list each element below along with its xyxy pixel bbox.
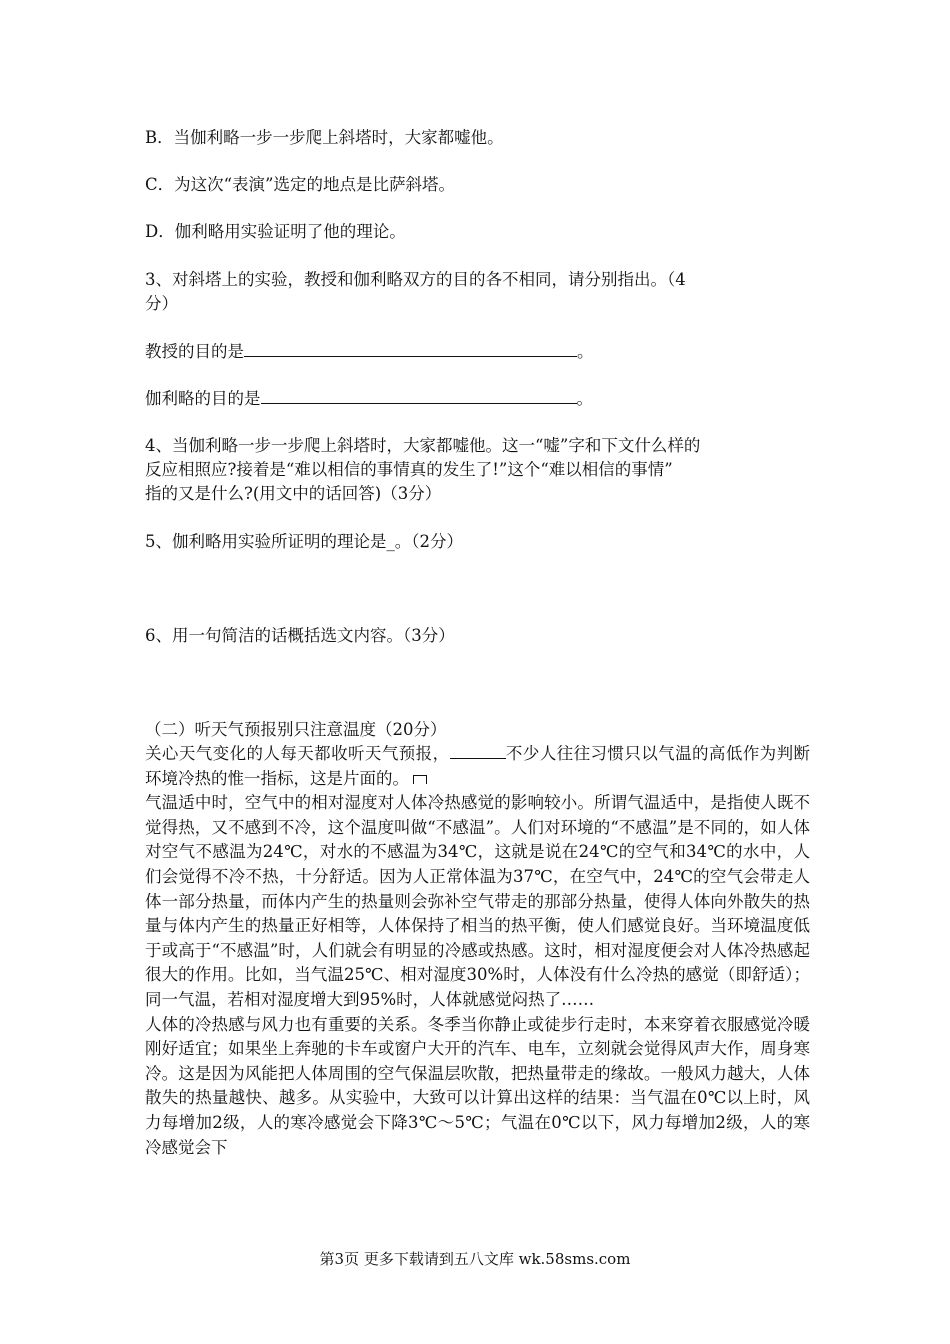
professor-purpose-period: 。 bbox=[577, 342, 594, 361]
option-c: C．为这次“表演”选定的地点是比萨斜塔。 bbox=[145, 175, 455, 194]
passage-intro-part-2: 不少人往往习惯只以气温的高低作为判断环境冷热的惟一指标，这是片面的。 bbox=[145, 744, 811, 788]
galileo-purpose-label: 伽利略的目的是 bbox=[145, 389, 261, 408]
professor-purpose-blank[interactable] bbox=[244, 340, 577, 357]
option-d: D．伽利略用实验证明了他的理论。 bbox=[145, 222, 406, 241]
professor-purpose-row bbox=[145, 340, 594, 364]
question-4-line-2: 反应相照应?接着是“难以相信的事情真的发生了!”这个“难以相信的事情” bbox=[145, 460, 673, 479]
bracket-mark-icon bbox=[413, 775, 427, 784]
galileo-purpose-row bbox=[145, 387, 593, 411]
page-footer: 第3页 更多下载请到五八文库 wk.58sms.com bbox=[319, 1250, 631, 1268]
passage-paragraph-2: 人体的冷热感与风力也有重要的关系。冬季当你静止或徒步行走时，本来穿着衣服感觉冷暖刚好适宜；如果坐上奔驰的卡车或窗户大开的汽车、电车，立刻就会觉得风声大作，周身寒冷。这是因为风能把人体周围的空气保温层吹散，把热量带走的缘故。一般风力越大，人体散失的热量越快、越多。从实验中，大致可以计算出这样的结果：当气温在0℃以上时，风力每增加2级，人的寒冷感觉会下降3℃～5℃；气温在0℃以下，风力每增加2级，人的寒冷感觉会下 bbox=[145, 1014, 810, 1157]
passage-paragraph-1: 气温适中时，空气中的相对湿度对人体冷热感觉的影响较小。所谓气温适中，是指使人既不觉得热，又不感到不冷，这个温度叫做“不感温”。人们对环境的“不感温”是不同的，如人体对空气不感温为24℃，对水的不感温为34℃，这就是说在24℃的空气和34℃的水中，人们会觉得不冷不热，十分舒适。因为人正常体温为37℃，在空气中，24℃的空气会带走人体一部分热量，而体内产生的热量则会弥补空气带走的那部分热量，使得人体向外散失的热量与体内产生的热量正好相等，人体保持了相当的热平衡，使人们感觉良好。当环境温度低于或高于“不感温”时，人们就会有明显的冷感或热感。这时，相对湿度便会对人体冷热感起很大的作用。比如，当气温25℃、相对湿度30%时，人体没有什么冷热的感觉（即舒适）；同一气温，若相对湿度增大到95%时，人体就感觉闷热了…… bbox=[145, 793, 810, 1009]
question-3-line-1: 3、对斜塔上的实验，教授和伽利略双方的目的各不相同，请分别指出。（4 bbox=[145, 270, 686, 289]
passage bbox=[145, 742, 810, 1160]
galileo-purpose-blank[interactable] bbox=[261, 387, 577, 404]
question-6: 6、用一句简洁的话概括选文内容。（3分） bbox=[145, 626, 455, 645]
section-2-title: （二）听天气预报别只注意温度（20分） bbox=[145, 720, 447, 739]
question-3-line-2: 分） bbox=[145, 294, 178, 313]
question-4-line-1: 4、当伽利略一步一步爬上斜塔时，大家都嘘他。这一“嘘”字和下文什么样的 bbox=[145, 436, 701, 455]
passage-intro bbox=[145, 742, 810, 791]
option-b: B．当伽利略一步一步爬上斜塔时，大家都嘘他。 bbox=[145, 128, 504, 147]
question-4-line-3: 指的又是什么?(用文中的话回答)（3分） bbox=[145, 484, 442, 503]
intro-blank bbox=[450, 744, 506, 759]
question-5: 5、伽利略用实验所证明的理论是_。（2分） bbox=[145, 532, 463, 551]
passage-intro-part-1: 关心天气变化的人每天都收听天气预报， bbox=[145, 744, 450, 763]
professor-purpose-label: 教授的目的是 bbox=[145, 342, 244, 361]
galileo-purpose-period: 。 bbox=[576, 389, 593, 408]
